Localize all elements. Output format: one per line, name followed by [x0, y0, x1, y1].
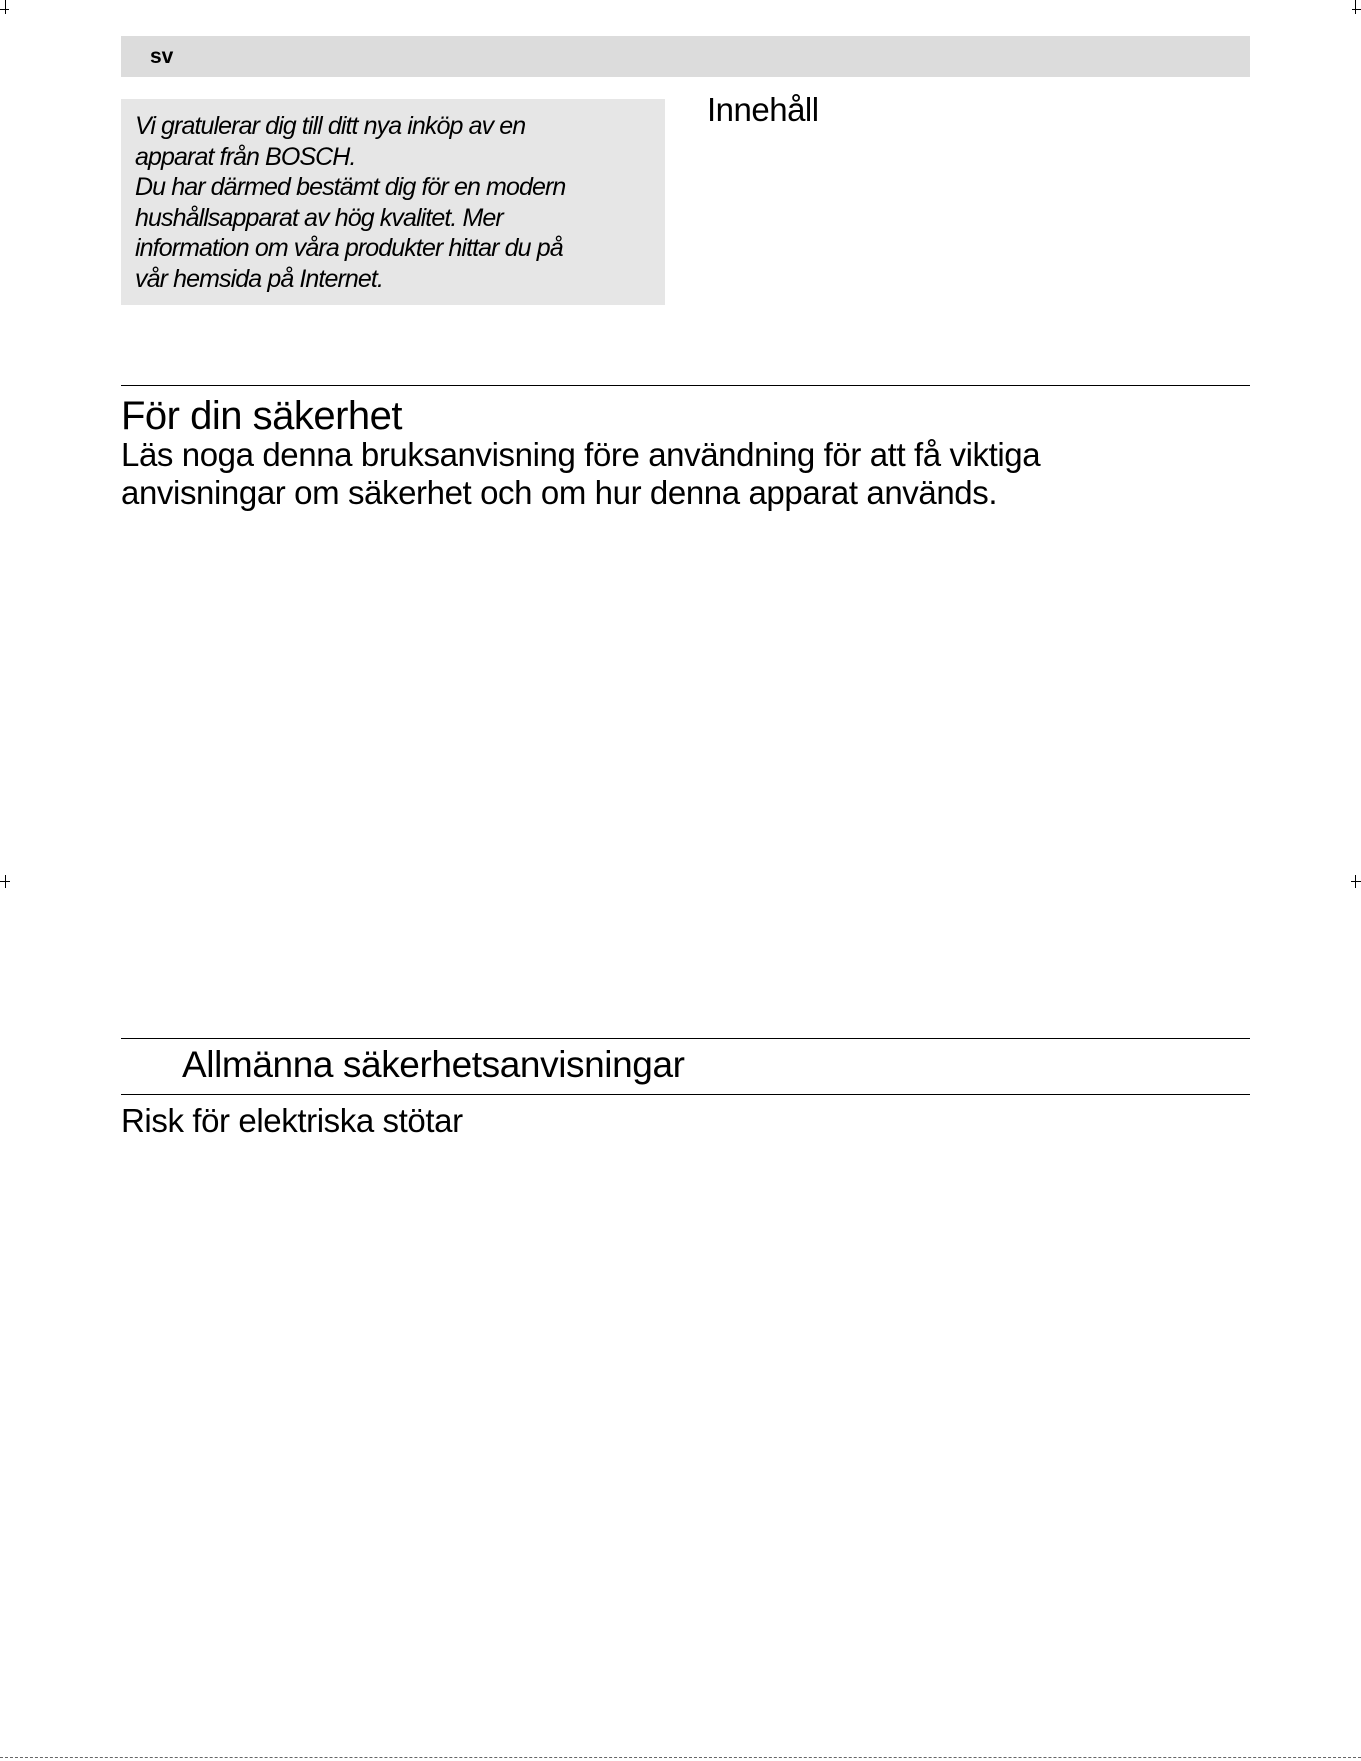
page-bottom-dashed-line — [0, 1757, 1361, 1758]
section-divider-top — [121, 385, 1250, 386]
intro-box — [121, 99, 665, 305]
intro-line: vår hemsida på Internet. — [135, 264, 383, 293]
general-safety-rule-top — [121, 1038, 1250, 1039]
safety-intro-line: anvisningar om säkerhet och om hur denna apparat används. — [121, 474, 998, 511]
intro-line: apparat från BOSCH. — [135, 142, 356, 171]
intro-line: Du har därmed bestämt dig för en modern — [135, 173, 566, 201]
intro-text — [135, 111, 651, 294]
electric-shock-risk-title: Risk för elektriska stötar — [121, 1102, 463, 1139]
language-code: sv — [150, 45, 174, 68]
crop-mark-mid-left-v — [5, 875, 6, 888]
crop-mark-mid-right-h — [1351, 881, 1361, 882]
table-of-contents-title: Innehåll — [707, 91, 819, 128]
crop-mark-top-right-v — [1355, 0, 1356, 14]
crop-mark-mid-right-v — [1355, 875, 1356, 888]
safety-intro-line: Läs noga denna bruksanvisning före användning för att få viktiga — [121, 436, 1041, 473]
safety-intro-text — [121, 436, 1250, 512]
intro-line: Vi gratulerar dig till ditt nya inköp av en — [135, 112, 526, 140]
intro-line: information om våra produkter hittar du på — [135, 234, 563, 262]
general-safety-title: Allmänna säkerhetsanvisningar — [182, 1044, 685, 1085]
general-safety-rule-bottom — [121, 1094, 1250, 1095]
language-header-bar — [121, 36, 1250, 77]
intro-line: hushållsapparat av hög kvalitet. Mer — [135, 203, 503, 232]
crop-mark-top-left-v — [5, 0, 6, 14]
crop-mark-top-right-h — [1352, 9, 1361, 10]
safety-section-title: För din säkerhet — [121, 394, 403, 438]
